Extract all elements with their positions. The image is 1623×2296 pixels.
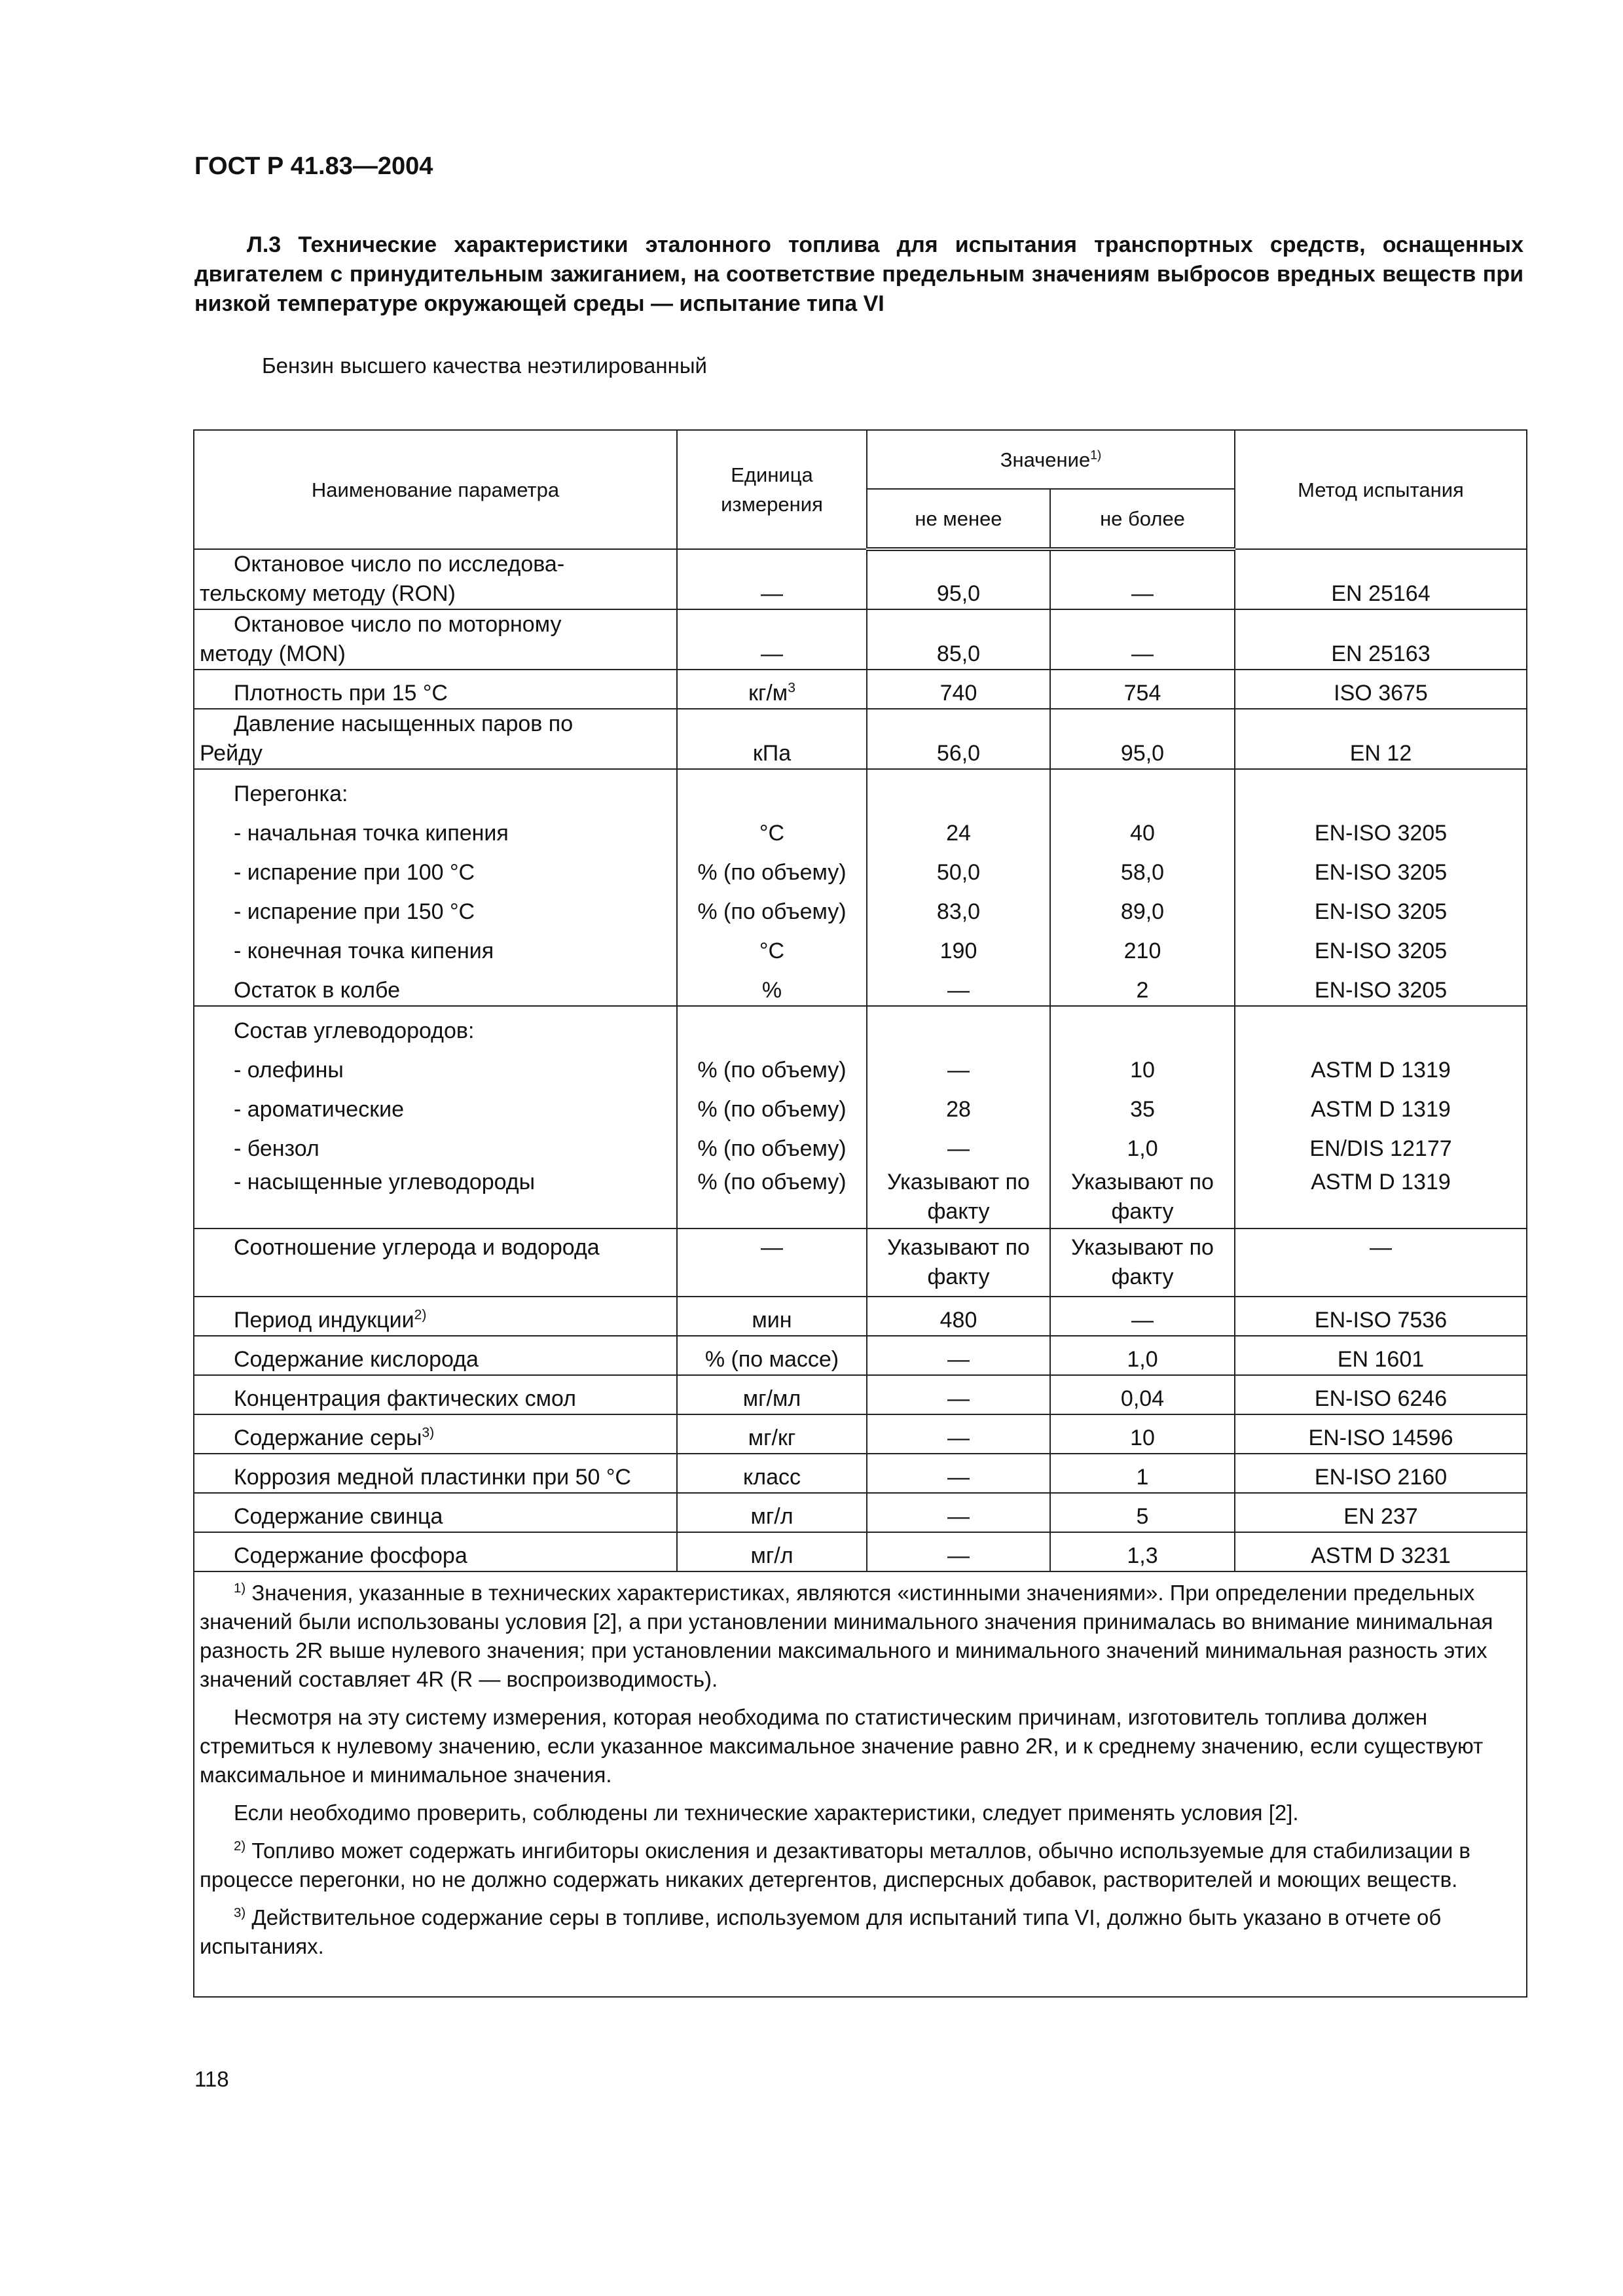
- min-cell: —: [867, 1336, 1050, 1375]
- footnote-3-mark: 3): [234, 1905, 246, 1920]
- method-cell: EN 25164: [1235, 549, 1527, 609]
- group-title-cell: Перегонка:: [194, 769, 677, 809]
- unit-text: кг/м: [748, 681, 788, 706]
- fuel-spec-table-wrap: [193, 429, 1526, 1998]
- footnote-1: [200, 1579, 1521, 1694]
- param-cell: [194, 1297, 677, 1336]
- footnote-3: [200, 1903, 1521, 1961]
- param-cell: Соотношение углерода и водорода: [194, 1229, 677, 1297]
- unit-cell: % (по объему): [677, 1124, 867, 1164]
- header-min: не менее: [867, 489, 1050, 549]
- param-cell: - бензол: [194, 1124, 677, 1164]
- header-unit-text: Единица измерения: [721, 463, 823, 516]
- method-cell: EN 1601: [1235, 1336, 1527, 1375]
- max-line: Указывают по: [1071, 1235, 1214, 1260]
- table-row: [194, 1046, 1527, 1085]
- max-cell: 10: [1050, 1046, 1235, 1085]
- max-cell: —: [1050, 549, 1235, 609]
- footnote-ref: 3): [422, 1425, 435, 1441]
- max-cell: [1050, 1229, 1235, 1297]
- min-cell: —: [867, 1454, 1050, 1493]
- param-cell: - начальная точка кипения: [194, 809, 677, 848]
- param-cell: [194, 1414, 677, 1454]
- notes-row: [194, 1571, 1527, 1997]
- param-cell: - испарение при 150 °С: [194, 888, 677, 927]
- method-cell: EN 237: [1235, 1493, 1527, 1532]
- table-row: [194, 1336, 1527, 1375]
- param-cell: - олефины: [194, 1046, 677, 1085]
- param-line: Октановое число по моторному: [234, 612, 562, 637]
- footnote-1-paragraph-2: Несмотря на эту систему измерения, которая необходима по статистическим причинам, изготовитель топлива должен стремиться к нулевому значению, если указанное максимальное значение равно 2R, и к среднему значению, если существуют максимальное и минимальное значения.: [200, 1705, 1484, 1787]
- max-cell: 89,0: [1050, 888, 1235, 927]
- method-cell: EN-ISO 3205: [1235, 888, 1527, 927]
- min-line: факту: [927, 1199, 990, 1224]
- param-cell: - ароматические: [194, 1085, 677, 1124]
- unit-cell: %: [677, 966, 867, 1006]
- table-row: [194, 1124, 1527, 1164]
- unit-cell: мг/мл: [677, 1375, 867, 1414]
- unit-cell: класс: [677, 1454, 867, 1493]
- unit-cell: мг/л: [677, 1493, 867, 1532]
- method-cell: EN 25163: [1235, 609, 1527, 670]
- section-title-text: Л.3 Технические характеристики эталонного топлива для испытания транспортных средств, оснащенных двигателем с принудительным зажиганием, на соответствие предельным значениям выбросов вредных веществ при низкой температуре окружающей среды — испытание типа VI: [194, 232, 1523, 316]
- max-line: Указывают по: [1071, 1170, 1214, 1194]
- param-line: Октановое число по исследова-: [234, 552, 565, 577]
- param-cell: [194, 709, 677, 769]
- table-row: [194, 927, 1527, 966]
- header-unit: [677, 430, 867, 549]
- min-cell: 480: [867, 1297, 1050, 1336]
- empty-cell: [1235, 1006, 1527, 1046]
- table-row: [194, 670, 1527, 709]
- param-cell: [194, 609, 677, 670]
- table-row: [194, 1414, 1527, 1454]
- param-cell: - насыщенные углеводороды: [194, 1164, 677, 1229]
- unit-cell: °С: [677, 809, 867, 848]
- param-cell: - испарение при 100 °С: [194, 848, 677, 888]
- unit-cell: мг/л: [677, 1532, 867, 1571]
- max-cell: 40: [1050, 809, 1235, 848]
- footnote-2-text: Топливо может содержать ингибиторы окисления и дезактиваторы металлов, обычно используемые для стабилизации в процессе перегонки, но не должно содержать никаких детергентов, дисперсных добавок, растворителей и моющих веществ.: [200, 1839, 1470, 1892]
- table-row: [194, 966, 1527, 1006]
- unit-superscript: 3: [788, 680, 795, 696]
- table-row: [194, 1375, 1527, 1414]
- method-cell: ASTM D 3231: [1235, 1532, 1527, 1571]
- min-line: Указывают по: [887, 1235, 1030, 1260]
- param-text: Содержание серы: [234, 1426, 422, 1450]
- unit-cell: % (по объему): [677, 1164, 867, 1229]
- table-header-row: [194, 430, 1527, 489]
- method-cell: EN-ISO 14596: [1235, 1414, 1527, 1454]
- table-row: [194, 1532, 1527, 1571]
- min-cell: 56,0: [867, 709, 1050, 769]
- param-cell: [194, 549, 677, 609]
- param-cell: Содержание свинца: [194, 1493, 677, 1532]
- min-cell: 83,0: [867, 888, 1050, 927]
- max-cell: 10: [1050, 1414, 1235, 1454]
- max-cell: 5: [1050, 1493, 1235, 1532]
- document-code: ГОСТ Р 41.83—2004: [194, 152, 433, 180]
- unit-cell: мг/кг: [677, 1414, 867, 1454]
- table-row: [194, 609, 1527, 670]
- min-cell: [867, 1164, 1050, 1229]
- max-cell: 0,04: [1050, 1375, 1235, 1414]
- max-cell: 2: [1050, 966, 1235, 1006]
- max-line: факту: [1111, 1265, 1174, 1289]
- method-cell: ASTM D 1319: [1235, 1046, 1527, 1085]
- min-line: Указывают по: [887, 1170, 1030, 1194]
- header-param: Наименование параметра: [194, 430, 677, 549]
- table-row: [194, 549, 1527, 609]
- min-cell: —: [867, 966, 1050, 1006]
- table-row: [194, 1454, 1527, 1493]
- min-cell: —: [867, 1046, 1050, 1085]
- param-cell: - конечная точка кипения: [194, 927, 677, 966]
- max-cell: [1050, 1164, 1235, 1229]
- min-cell: 28: [867, 1085, 1050, 1124]
- header-max: не более: [1050, 489, 1235, 549]
- param-cell: Содержание кислорода: [194, 1336, 677, 1375]
- param-line: методу (MON): [200, 641, 346, 666]
- param-line: Рейду: [200, 741, 263, 766]
- table-row: [194, 1006, 1527, 1046]
- min-cell: 50,0: [867, 848, 1050, 888]
- empty-cell: [1235, 769, 1527, 809]
- min-cell: 740: [867, 670, 1050, 709]
- method-cell: —: [1235, 1229, 1527, 1297]
- table-row: [194, 709, 1527, 769]
- unit-cell: % (по объему): [677, 848, 867, 888]
- max-cell: 1,3: [1050, 1532, 1235, 1571]
- min-cell: 190: [867, 927, 1050, 966]
- param-text: Период индукции: [234, 1308, 414, 1333]
- unit-cell: % (по объему): [677, 1046, 867, 1085]
- header-value: [867, 430, 1235, 489]
- empty-cell: [1050, 1006, 1235, 1046]
- method-cell: ASTM D 1319: [1235, 1085, 1527, 1124]
- method-cell: EN-ISO 7536: [1235, 1297, 1527, 1336]
- min-cell: 24: [867, 809, 1050, 848]
- table-row: [194, 769, 1527, 809]
- max-cell: —: [1050, 609, 1235, 670]
- param-line: тельскому методу (RON): [200, 581, 456, 606]
- method-cell: ASTM D 1319: [1235, 1164, 1527, 1229]
- method-cell: EN-ISO 3205: [1235, 966, 1527, 1006]
- param-cell: Содержание фосфора: [194, 1532, 677, 1571]
- header-method: Метод испытания: [1235, 430, 1527, 549]
- min-cell: —: [867, 1493, 1050, 1532]
- param-cell: Коррозия медной пластинки при 50 °С: [194, 1454, 677, 1493]
- method-cell: EN-ISO 3205: [1235, 848, 1527, 888]
- section-title: [194, 230, 1523, 319]
- max-cell: 95,0: [1050, 709, 1235, 769]
- footnote-1-mark: 1): [234, 1581, 246, 1596]
- footnote-3-text: Действительное содержание серы в топливе, используемом для испытаний типа VI, должно быть указано в отчете об испытаниях.: [200, 1905, 1442, 1958]
- max-cell: 210: [1050, 927, 1235, 966]
- table-row: [194, 809, 1527, 848]
- unit-cell: °С: [677, 927, 867, 966]
- footnote-ref: 2): [414, 1307, 427, 1323]
- min-cell: —: [867, 1532, 1050, 1571]
- table-row: [194, 1164, 1527, 1229]
- unit-cell: —: [677, 609, 867, 670]
- unit-cell: % (по массе): [677, 1336, 867, 1375]
- max-cell: 35: [1050, 1085, 1235, 1124]
- unit-cell: кПа: [677, 709, 867, 769]
- method-cell: EN/DIS 12177: [1235, 1124, 1527, 1164]
- footnote-1-text: Значения, указанные в технических характеристиках, являются «истинными значениями». При определении предельных значений были использованы условия [2], а при установлении минимального значения принималась во внимание минимальная разность 2R выше нулевого значения; при установлении максимального и минимального значений минимальная разность этих значений составляет 4R (R — воспроизводимость).: [200, 1581, 1493, 1691]
- max-cell: 1: [1050, 1454, 1235, 1493]
- group-title-cell: Состав углеводородов:: [194, 1006, 677, 1046]
- param-cell: Концентрация фактических смол: [194, 1375, 677, 1414]
- method-cell: ISO 3675: [1235, 670, 1527, 709]
- method-cell: EN-ISO 2160: [1235, 1454, 1527, 1493]
- table-row: [194, 1229, 1527, 1297]
- method-cell: EN-ISO 3205: [1235, 809, 1527, 848]
- unit-cell: % (по объему): [677, 888, 867, 927]
- fuel-spec-table: [193, 429, 1527, 1998]
- max-line: факту: [1111, 1199, 1174, 1224]
- unit-cell: мин: [677, 1297, 867, 1336]
- param-line: Давление насыщенных паров по: [234, 711, 574, 736]
- footnote-1-paragraph-3: Если необходимо проверить, соблюдены ли технические характеристики, следует применять условия [2].: [234, 1801, 1299, 1825]
- table-row: [194, 1493, 1527, 1532]
- min-cell: 85,0: [867, 609, 1050, 670]
- min-cell: —: [867, 1124, 1050, 1164]
- empty-cell: [1050, 769, 1235, 809]
- unit-cell: [677, 670, 867, 709]
- table-row: [194, 1297, 1527, 1336]
- page-number: 118: [194, 2067, 229, 2091]
- min-cell: —: [867, 1414, 1050, 1454]
- param-cell: Плотность при 15 °С: [194, 670, 677, 709]
- method-cell: EN-ISO 3205: [1235, 927, 1527, 966]
- max-cell: 1,0: [1050, 1124, 1235, 1164]
- unit-cell: % (по объему): [677, 1085, 867, 1124]
- empty-cell: [677, 1006, 867, 1046]
- header-value-footnote: 1): [1090, 448, 1102, 463]
- min-line: факту: [927, 1265, 990, 1289]
- param-cell: Остаток в колбе: [194, 966, 677, 1006]
- empty-cell: [677, 769, 867, 809]
- method-cell: EN 12: [1235, 709, 1527, 769]
- footnote-2: [200, 1837, 1521, 1894]
- fuel-subtitle: Бензин высшего качества неэтилированный: [262, 353, 707, 378]
- footnote-2-mark: 2): [234, 1839, 246, 1854]
- header-value-text: Значение: [1000, 448, 1091, 471]
- notes-cell: [194, 1571, 1527, 1997]
- empty-cell: [867, 769, 1050, 809]
- method-cell: EN-ISO 6246: [1235, 1375, 1527, 1414]
- max-cell: 754: [1050, 670, 1235, 709]
- table-row: [194, 848, 1527, 888]
- min-cell: [867, 1229, 1050, 1297]
- max-cell: 1,0: [1050, 1336, 1235, 1375]
- unit-cell: —: [677, 549, 867, 609]
- table-row: [194, 1085, 1527, 1124]
- unit-cell: —: [677, 1229, 867, 1297]
- min-cell: —: [867, 1375, 1050, 1414]
- table-row: [194, 888, 1527, 927]
- empty-cell: [867, 1006, 1050, 1046]
- max-cell: —: [1050, 1297, 1235, 1336]
- max-cell: 58,0: [1050, 848, 1235, 888]
- min-cell: 95,0: [867, 549, 1050, 609]
